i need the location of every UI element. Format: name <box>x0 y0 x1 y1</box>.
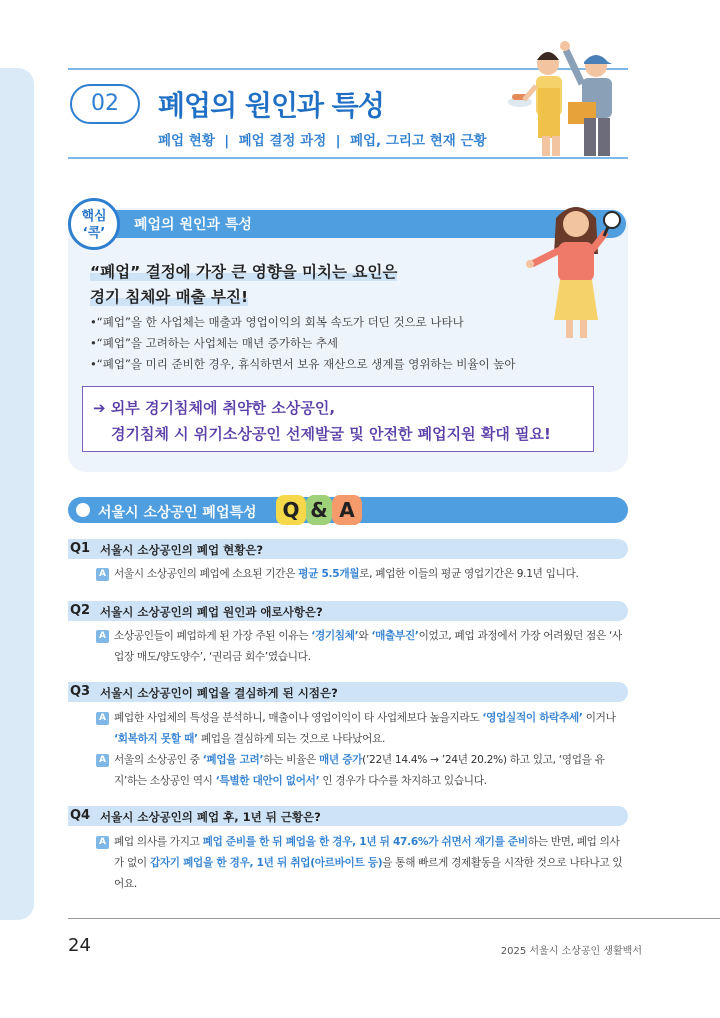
qa-logo <box>276 495 362 525</box>
question-text: 서울시 소상공인의 폐업 원인과 애로사항은? <box>100 605 323 619</box>
answer-text: 폐업 의사를 가지고 폐업 준비를 한 뒤 폐업을 한 경우, 1년 뒤 47.6%가 쉬면서 재기를 준비하는 반면, 폐업 의사가 없이 갑자기 폐업을 한 경우, 1년 뒤 취업(아르바이트 등)을 통해 빠르게 경제활동을 시작한 것으로 나타나고 있어요. <box>114 836 623 890</box>
bullet-item: •“폐업”을 고려하는 사업체는 매년 증가하는 추세 <box>90 336 339 350</box>
chapter-subtitle: 폐업 현황 | 폐업 결정 과정 | 폐업, 그리고 현재 근황 <box>158 133 487 149</box>
conclusion-line-1: ➔ 외부 경기침체에 취약한 소상공인, <box>93 399 336 417</box>
question-text: 서울시 소상공인의 폐업 후, 1년 뒤 근황은? <box>100 810 321 824</box>
question-number: Q2 <box>70 603 91 618</box>
headline-line-2: 경기 침체와 매출 부진! <box>90 288 249 306</box>
badge-line-2: ‘콕’ <box>82 226 106 241</box>
footer-rule <box>68 918 720 919</box>
answer-badge: A <box>96 630 109 643</box>
qa-dot-icon <box>76 503 90 517</box>
question-text: 서울시 소상공인이 폐업을 결심하게 된 시점은? <box>100 686 338 700</box>
answer-badge: A <box>96 836 109 849</box>
bullet-item: •“폐업”을 한 사업체는 매출과 영업이익의 회복 속도가 더딘 것으로 나타나 <box>90 315 464 329</box>
conclusion-box <box>82 386 594 452</box>
answer-badge: A <box>96 754 109 767</box>
answer-text: 폐업한 사업체의 특성을 분석하니, 매출이나 영업이익이 타 사업체보다 높을지라도 ‘영업실적이 하락추세’ 이거나 ‘회복하지 못할 때’ 폐업을 결심하게 되는 것으로 나타났어요. <box>114 712 616 745</box>
answer-badge: A <box>96 712 109 725</box>
answer-badge: A <box>96 568 109 581</box>
chapter-title: 폐업의 원인과 특성 <box>158 89 384 122</box>
key-point-badge <box>68 198 120 250</box>
qa-logo-q: Q <box>276 495 306 525</box>
question-text: 서울시 소상공인의 폐업 현황은? <box>100 543 264 557</box>
qa-logo-a: A <box>332 495 362 525</box>
key-bullets <box>90 312 516 375</box>
question-number: Q1 <box>70 541 91 556</box>
qa-section-title: 서울시 소상공인 폐업특성 <box>98 505 257 521</box>
key-point-title: 폐업의 원인과 특성 <box>134 217 252 233</box>
conclusion-line-2: 경기침체 시 위기소상공인 선제발굴 및 안전한 폐업지원 확대 필요! <box>111 425 551 443</box>
answer-text: 서울의 소상공인 중 ‘폐업을 고려’하는 비율은 매년 증가(’22년 14.4% → ’24년 20.2%) 하고 있고, ‘영업을 유지’하는 소상공인 역시 ‘특별한 대안이 없어서’ 인 경우가 다수를 차지하고 있습니다. <box>114 754 605 787</box>
answer-text: 서울시 소상공인의 폐업에 소요된 기간은 평균 5.5개월로, 폐업한 이들의 평균 영업기간은 9.1년 입니다. <box>114 568 579 580</box>
woman-with-magnifier-illustration <box>520 198 630 342</box>
question-number: Q3 <box>70 684 91 699</box>
page-number: 24 <box>68 935 91 956</box>
headline-line-1: “폐업” 결정에 가장 큰 영향을 미치는 요인은 <box>90 263 398 281</box>
book-title: 2025 서울시 소상공인 생활백서 <box>500 946 642 957</box>
shop-owners-illustration <box>508 36 634 160</box>
badge-line-1: 핵심 <box>81 209 107 224</box>
qa-logo-amp: & <box>306 495 332 525</box>
side-tab <box>0 68 34 920</box>
question-number: Q4 <box>70 808 91 823</box>
bullet-item: •“폐업”을 미리 준비한 경우, 휴식하면서 보유 재산으로 생계를 영위하는 비율이 높아 <box>90 357 516 371</box>
chapter-number: 02 <box>70 84 140 124</box>
key-headline <box>90 260 397 310</box>
answer-text: 소상공인들이 폐업하게 된 가장 주된 이유는 ‘경기침체’와 ‘매출부진’이었고, 폐업 과정에서 가장 어려웠던 점은 ‘사업장 매도/양도양수’, ‘권리금 회수’였습니다. <box>114 630 622 663</box>
